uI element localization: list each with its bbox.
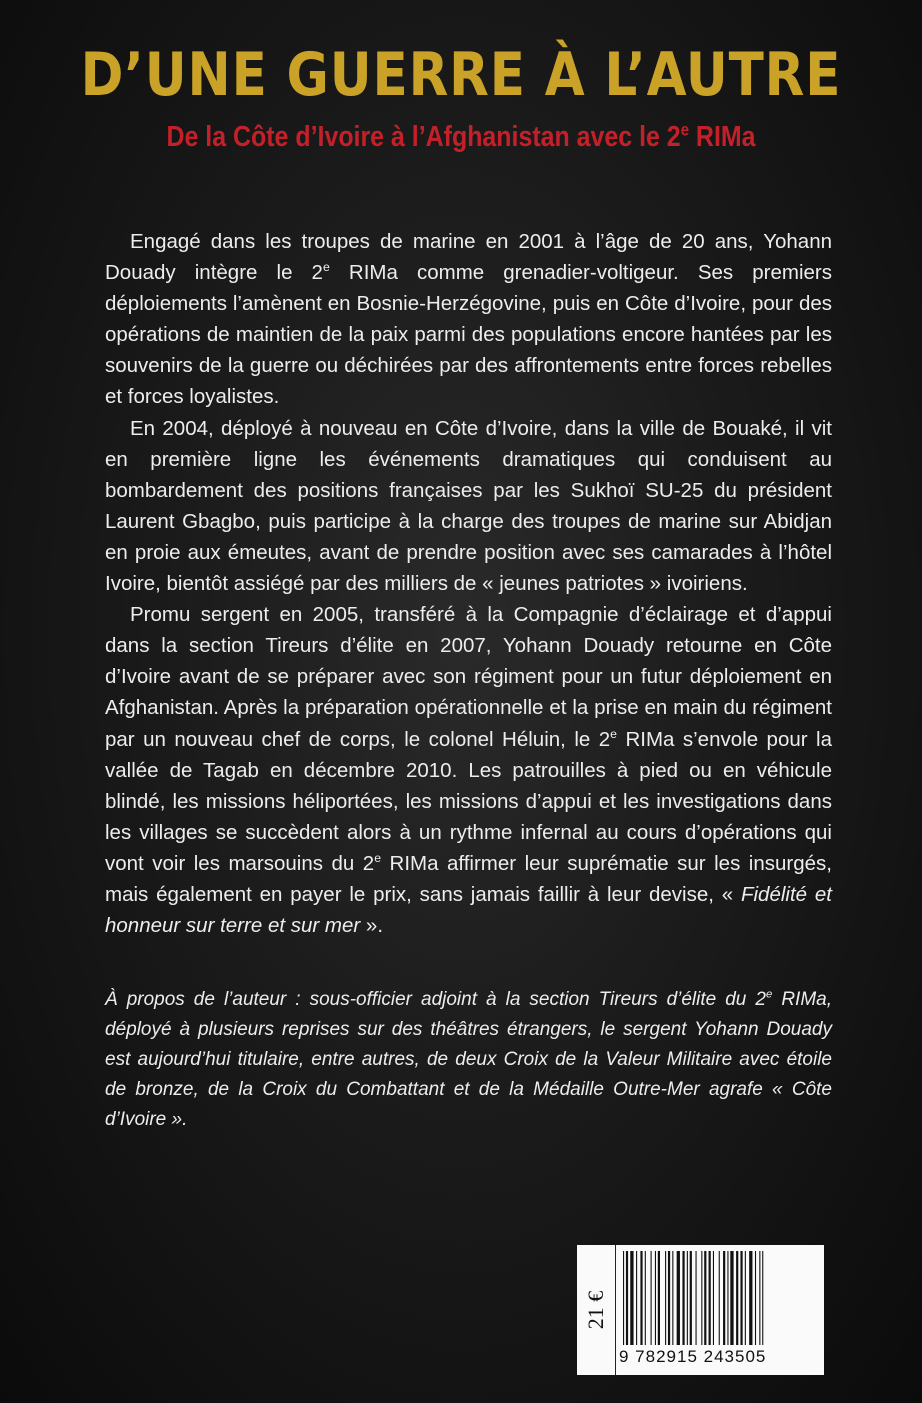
about-author xyxy=(105,985,832,1135)
price: 21 € xyxy=(583,1290,608,1330)
regiment-motto: Fidélité et honneur sur terre et sur mer xyxy=(105,882,832,938)
book-subtitle xyxy=(65,121,858,154)
about-part-b: RIMa, déployé à plusieurs reprises sur des théâtres étrangers, le sergent Yohann Douady est aujourd’hui titulaire, entre autres, de deux Croix de la Valeur Militaire avec étoile de bronze, de la Croix du Combattant et de la Médaille Outre-Mer agrafe « Côte d’Ivoire ». xyxy=(105,989,833,1130)
paragraph-1-part-b: RIMa comme grenadier-voltigeur. Ses premiers déploiements l’amènent en Bosnie-Herzégovine, puis en Côte d’Ivoire, pour des opérations de maintien de la paix parmi des populations encore hantées par les souvenirs de la guerre ou déchirées par des affrontements entre forces rebelles et forces loyalistes. xyxy=(105,261,832,409)
paragraph-3-part-b: RIMa s’envole pour la vallée de Tagab en décembre 2010. Les patrouilles à pied ou en véhicule blindé, les missions héliportées, les missions d’appui et les investigations dans les villages se succèdent alors à un rythme infernal au cours d’opérations qui vont voir les marsouins du 2 xyxy=(105,727,832,875)
price-box xyxy=(577,1245,616,1375)
about-superscript: e xyxy=(765,988,773,1001)
summary-text xyxy=(105,226,832,941)
about-part-a: À propos de l’auteur : sous-officier adjoint à la section Tireurs d’élite du 2 xyxy=(105,989,766,1010)
subtitle-text: De la Côte d’Ivoire à l’Afghanistan avec le 2 xyxy=(166,121,681,153)
paragraph-1-part-a: Engagé dans les troupes de marine en 2001 à l’âge de 20 ans, Yohann Douady intègre le 2 xyxy=(105,230,832,285)
barcode-icon xyxy=(621,1251,817,1345)
paragraph-3-part-a: Promu sergent en 2005, transféré à la Compagnie d’éclairage et d’appui dans la section Tireurs d’élite en 2007, Yohann Douady retourne en Côte d’Ivoire avant de se préparer avec son régiment pour un futur déploiement en Afghanistan. Après la préparation opérationnelle et la prise en main du régiment par un nouveau chef de corps, le colonel Héluin, le 2 xyxy=(105,603,832,751)
subtitle-superscript: e xyxy=(680,119,690,140)
paragraph-2: En 2004, déployé à nouveau en Côte d’Ivoire, dans la ville de Bouaké, il vit en première ligne les événements dramatiques qui conduisent au bombardement des positions françaises par les Sukhoï SU-25 du président Laurent Gbagbo, puis participe à la charge des troupes de marine sur Abidjan en proie aux émeutes, avant de prendre position avec ses camarades à l’hôtel Ivoire, bientôt assiégé par des milliers de « jeunes patriotes » ivoiriens. xyxy=(105,416,832,596)
isbn-number: 9 782915 243505 xyxy=(619,1347,767,1366)
paragraph-3-superscript-2: e xyxy=(374,851,382,866)
paragraph-1 xyxy=(105,226,832,413)
paragraph-3-part-c: RIMa affirmer leur suprématie sur les insurgés, mais également en payer le prix, sans jamais faillir à leur devise, « xyxy=(105,851,832,906)
paragraph-3-superscript-1: e xyxy=(610,726,617,741)
paragraph-3-part-d: ». xyxy=(360,914,384,938)
barcode-label xyxy=(577,1245,824,1375)
subtitle-end: RIMa xyxy=(689,121,756,153)
book-title: D’UNE GUERRE À L’AUTRE xyxy=(80,40,842,110)
paragraph-1-superscript: e xyxy=(322,260,330,275)
paragraph-3 xyxy=(105,599,832,941)
